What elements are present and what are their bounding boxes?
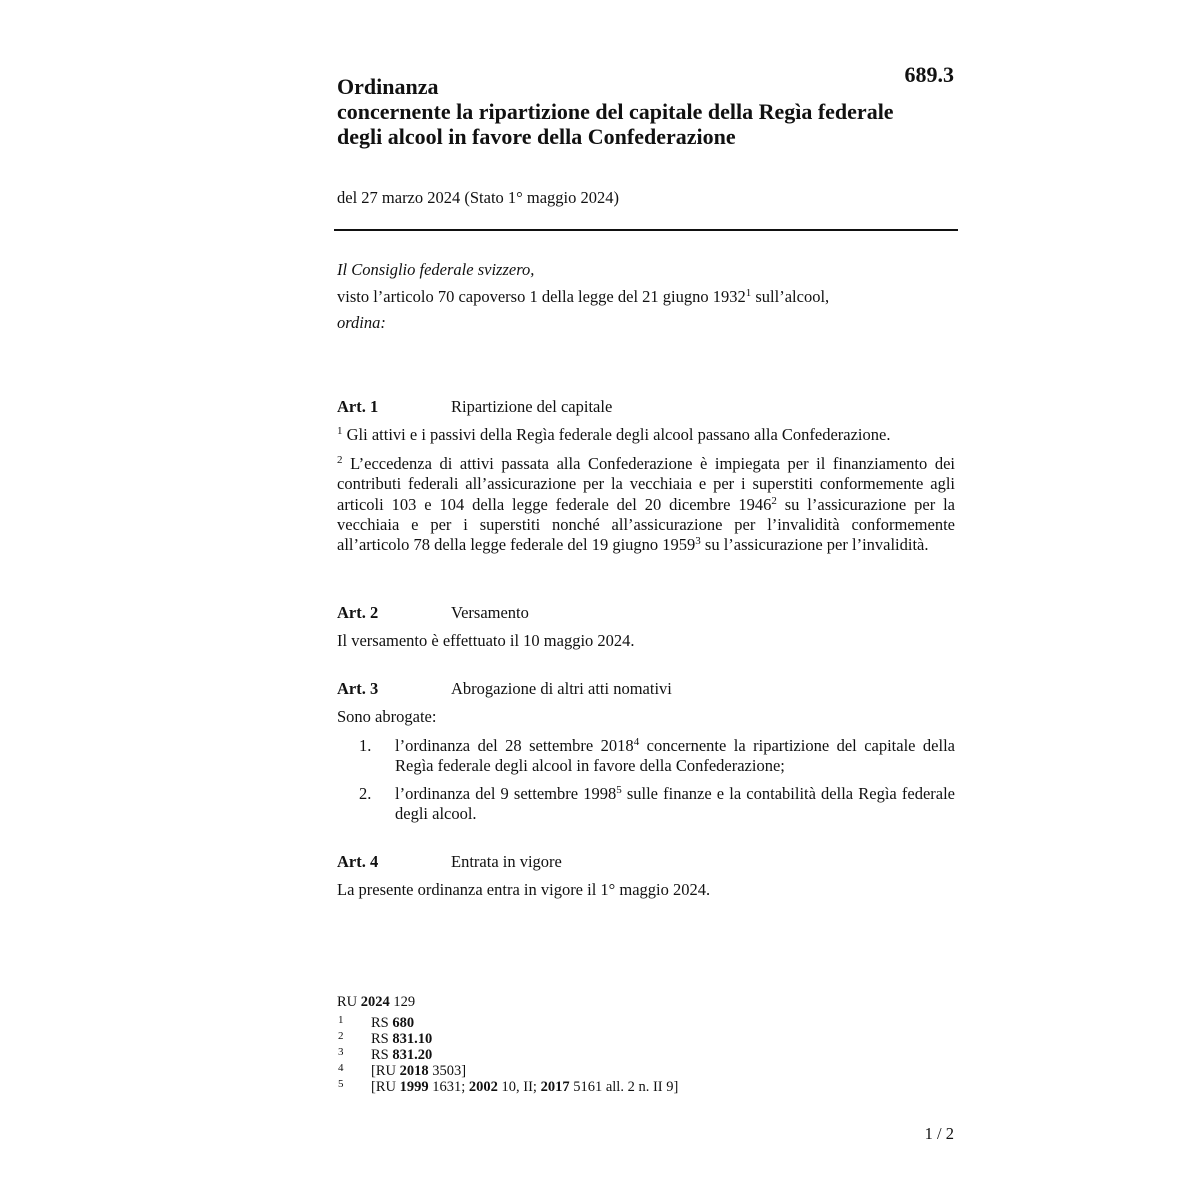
article-3-intro: Sono abrogate: (337, 707, 437, 726)
page-number: 1 / 2 (924, 1124, 954, 1143)
list-item-1 (395, 736, 955, 777)
list-item-text: l’ordinanza del 9 settembre 1998 (395, 784, 617, 803)
article-1-label: Art. 1 (337, 397, 379, 416)
article-1-title: Ripartizione del capitale (451, 397, 613, 416)
fn-bold: 2017 (540, 1079, 570, 1095)
article-3-label: Art. 3 (337, 679, 379, 698)
article-4-text: La presente ordinanza entra in vigore il 1° maggio 2024. (337, 880, 711, 899)
footnote-1-number: 1 (338, 1014, 344, 1026)
fn-text: 1631; (428, 1079, 469, 1095)
fn-text: 10, II; (497, 1079, 541, 1095)
fn-text: RS (371, 1015, 393, 1031)
footnote-5-number: 5 (338, 1078, 344, 1090)
list-item-1-number: 1. (359, 736, 372, 755)
article-2-title: Versamento (451, 603, 529, 622)
article-1-paragraph-1 (337, 425, 955, 445)
article-4-label: Art. 4 (337, 852, 379, 871)
fn-text: RS (371, 1031, 393, 1047)
list-item-text: sulle finanze e la contabilità della Regìa federale degli alcool. (395, 784, 955, 824)
fn-bold: 680 (392, 1015, 415, 1031)
preamble-basis-text: visto l’articolo 70 capoverso 1 della legge del 21 giugno 1932 (337, 287, 746, 306)
footnote-1 (371, 1015, 414, 1031)
list-item-2-number: 2. (359, 784, 372, 803)
footnote-ref-3[interactable]: 3 (695, 535, 701, 548)
title-line-2: concernente la ripartizione del capitale della Regìa federale (337, 99, 894, 124)
fn-text: RU (337, 994, 361, 1010)
title-line-1: Ordinanza (337, 74, 439, 99)
fn-text: 3503] (428, 1063, 467, 1079)
sr-number: 689.3 (904, 62, 954, 87)
article-3-title: Abrogazione di altri atti nomativi (451, 679, 672, 698)
footnote-4 (371, 1063, 466, 1079)
footnote-2 (371, 1031, 432, 1047)
paragraph-text: su l’assicurazione per la vecchiaia e per i superstiti nonché all’assicurazione per l’invalidità conformemente all’articolo 78 della legge federale del 19 giugno 1959 (337, 494, 955, 555)
footnote-ref-2[interactable]: 2 (771, 494, 777, 507)
preamble-basis-text-end: sull’alcool, (751, 287, 830, 306)
article-2-text: Il versamento è effettuato il 10 maggio 2024. (337, 631, 635, 650)
paragraph-text: L’eccedenza di attivi passata alla Confederazione è impiegata per il finanziamento dei contributi federali all’assicurazione per la vecchiaia e per i superstiti conformemente agli articoli 103 e 104 della legge federale del 20 dicembre 1946 (337, 454, 955, 514)
fn-bold: 2024 (360, 994, 390, 1010)
footnote-5 (371, 1079, 678, 1095)
fn-text: 129 (389, 994, 416, 1010)
fn-text: [RU (371, 1063, 400, 1079)
footnote-ref-1[interactable]: 1 (745, 287, 752, 299)
ru-reference (337, 994, 415, 1011)
footnote-4-number: 4 (338, 1062, 344, 1074)
article-2-label: Art. 2 (337, 603, 379, 622)
footnote-ref-4[interactable]: 4 (633, 736, 640, 748)
preamble-orders: ordina: (337, 313, 386, 332)
paragraph-text: su l’assicurazione per l’invalidità. (700, 535, 929, 555)
preamble-basis (337, 287, 829, 307)
list-item-text: l’ordinanza del 28 settembre 2018 (395, 736, 634, 755)
fn-bold: 1999 (399, 1079, 429, 1095)
paragraph-number: 1 (337, 425, 343, 437)
footnote-3 (371, 1047, 432, 1063)
header-divider (334, 229, 958, 231)
fn-text: RS (371, 1047, 393, 1063)
fn-text: [RU (371, 1079, 400, 1095)
paragraph-text: Gli attivi e i passivi della Regìa federale degli alcool passano alla Confederazione. (342, 425, 891, 444)
list-item-text: concernente la ripartizione del capitale della Regìa federale degli alcool in favore della Confederazione; (395, 736, 955, 776)
footnote-ref-5[interactable]: 5 (616, 784, 622, 796)
paragraph-number: 2 (337, 454, 343, 466)
footnote-2-number: 2 (338, 1030, 344, 1042)
fn-bold: 2002 (468, 1079, 498, 1095)
list-item-2 (395, 784, 955, 825)
document-date: del 27 marzo 2024 (Stato 1° maggio 2024) (337, 188, 620, 207)
article-4-title: Entrata in vigore (451, 852, 562, 871)
article-1-paragraph-2 (337, 454, 955, 555)
fn-bold: 831.10 (392, 1031, 433, 1047)
fn-bold: 2018 (399, 1063, 429, 1079)
fn-bold: 831.20 (392, 1047, 433, 1063)
footnote-3-number: 3 (338, 1046, 344, 1058)
title-line-3: degli alcool in favore della Confederazione (337, 124, 736, 149)
preamble-authority: Il Consiglio federale svizzero, (337, 260, 535, 279)
fn-text: 5161 all. 2 n. II 9] (569, 1079, 679, 1095)
